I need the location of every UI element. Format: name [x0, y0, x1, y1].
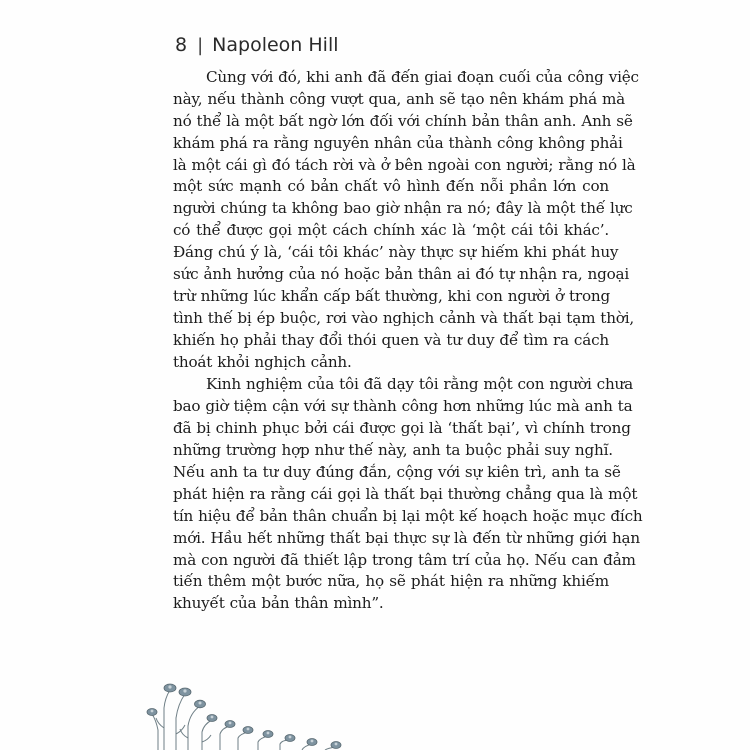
- text-line: có thể được gọi một cách chính xác là ‘một cái tôi khác’.: [173, 221, 609, 240]
- text-line: khiến họ phải thay đổi thói quen và tư duy để tìm ra cách: [173, 330, 609, 349]
- author-name: Napoleon Hill: [212, 34, 339, 56]
- text-line: Cùng với đó, khi anh đã đến giai đoạn cuối của công việc: [206, 68, 639, 86]
- flower-ornament-icon: [140, 668, 410, 750]
- text-line: mà con người đã thiết lập trong tâm trí của họ. Nếu can đảm: [173, 550, 636, 569]
- page-number: 8: [175, 34, 188, 56]
- text-line: là một cái gì đó tách rời và ở bên ngoài con người; rằng nó là: [173, 155, 636, 174]
- text-line: tình thế bị ép buộc, rơi vào nghịch cảnh và thất bại tạm thời,: [173, 308, 635, 327]
- text-line: tín hiệu để bản thân chuẩn bị lại một kế hoạch hoặc mục đích: [173, 506, 643, 525]
- text-line: trừ những lúc khẩn cấp bất thường, khi con người ở trong: [173, 286, 611, 305]
- paragraph-1: [173, 67, 639, 373]
- text-line: này, nếu thành công vượt qua, anh sẽ tạo nên khám phá mà: [173, 89, 626, 108]
- text-line: Đáng chú ý là, ‘cái tôi khác’ này thực sự hiếm khi phát huy: [173, 243, 619, 262]
- text-line: thoát khỏi nghịch cảnh.: [173, 352, 352, 371]
- running-header: [175, 32, 339, 58]
- text-line: nó thể là một bất ngờ lớn đối với chính bản thân anh. Anh sẽ: [173, 111, 633, 130]
- body-text: [173, 67, 643, 615]
- text-line: khám phá ra rằng nguyên nhân của thành công không phải: [173, 133, 623, 152]
- text-line: Kinh nghiệm của tôi đã dạy tôi rằng một con người chưa: [206, 375, 633, 394]
- text-line: khuyết của bản thân mình”.: [173, 594, 384, 613]
- text-line: những trường hợp như thế này, anh ta buộc phải suy nghĩ.: [173, 441, 613, 460]
- text-line: bao giờ tiệm cận với sự thành công hơn những lúc mà anh ta: [173, 397, 633, 416]
- text-line: tiến thêm một bước nữa, họ sẽ phát hiện ra những khiếm: [173, 572, 609, 591]
- text-line: Nếu anh ta tư duy đúng đắn, cộng với sự kiên trì, anh ta sẽ: [173, 463, 621, 482]
- text-line: một sức mạnh có bản chất vô hình đến nỗi phần lớn con: [173, 177, 609, 196]
- text-line: người chúng ta không bao giờ nhận ra nó; đây là một thế lực: [173, 199, 633, 218]
- text-line: mới. Hầu hết những thất bại thực sự là đến từ những giới hạn: [173, 528, 640, 547]
- header-separator: |: [197, 34, 204, 56]
- paragraph-2: [173, 374, 643, 615]
- text-line: sức ảnh hưởng của nó hoặc bản thân ai đó tự nhận ra, ngoại: [173, 265, 630, 284]
- text-line: phát hiện ra rằng cái gọi là thất bại thường chẳng qua là một: [173, 484, 638, 503]
- text-line: đã bị chinh phục bởi cái được gọi là ‘thất bại’, vì chính trong: [173, 419, 631, 438]
